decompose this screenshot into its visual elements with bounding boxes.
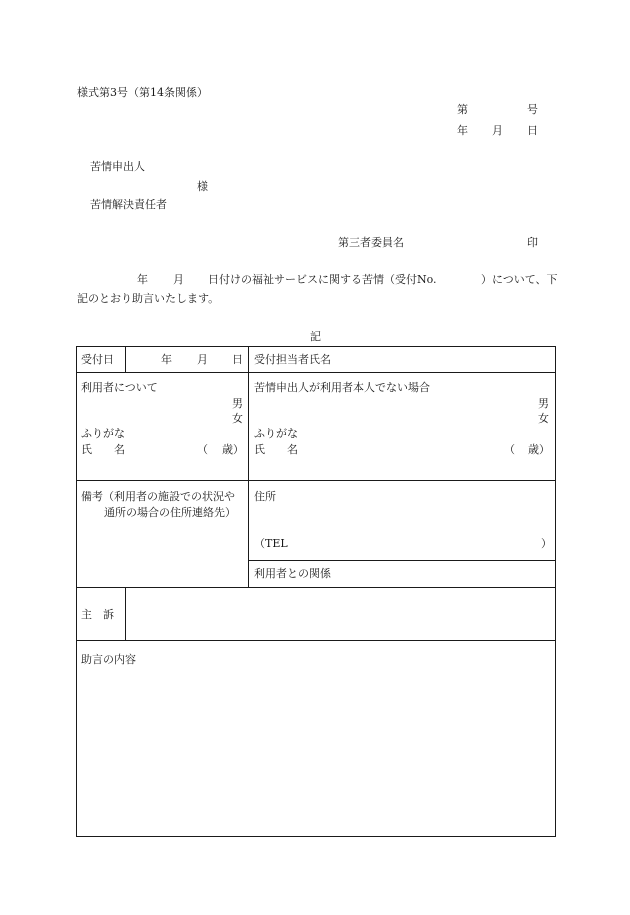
complainant-furigana: ふりがな xyxy=(254,427,298,440)
seal-mark: 印 xyxy=(527,236,538,249)
complainant-age-close: 歳） xyxy=(528,443,550,456)
body-line2: 記のとおり助言いたします。 xyxy=(77,292,220,305)
reception-day: 日 xyxy=(232,353,243,366)
user-age-open: （ xyxy=(197,443,208,456)
address-label: 住所 xyxy=(254,490,276,503)
date-day: 日 xyxy=(527,124,538,137)
remarks-line1: 備考（利用者の施設での状況や xyxy=(81,490,235,503)
body-month: 月 xyxy=(173,273,184,286)
relationship-label: 利用者との関係 xyxy=(254,567,331,580)
user-name-label: 氏 名 xyxy=(81,443,125,456)
remarks-line2: 通所の場合の住所連絡先） xyxy=(104,506,236,519)
complainant-name-label: 氏 名 xyxy=(254,443,298,456)
tel-open: （TEL xyxy=(254,537,288,550)
committee-label: 第三者委員名 xyxy=(338,236,404,249)
advice-label: 助言の内容 xyxy=(81,653,136,666)
user-female: 女 xyxy=(232,412,243,425)
complainant-label: 苦情申出人 xyxy=(90,160,145,173)
reception-month: 月 xyxy=(197,353,208,366)
table-outer-border xyxy=(77,347,556,837)
user-section-label: 利用者について xyxy=(81,381,158,394)
date-year: 年 xyxy=(457,124,468,137)
body-line1-end: ）について、下 xyxy=(481,273,558,286)
complainant-not-user-label: 苦情申出人が利用者本人でない場合 xyxy=(254,381,430,394)
complainant-male: 男 xyxy=(538,397,549,410)
doc-number-prefix: 第 xyxy=(457,103,468,116)
user-age-close: 歳） xyxy=(222,443,244,456)
user-male: 男 xyxy=(232,397,243,410)
reception-date-label: 受付日 xyxy=(81,353,114,366)
form-number: 様式第3号（第14条関係） xyxy=(77,86,208,99)
user-furigana: ふりがな xyxy=(81,427,125,440)
reception-year: 年 xyxy=(161,353,172,366)
resolver-label: 苦情解決責任者 xyxy=(90,198,167,211)
doc-number-suffix: 号 xyxy=(527,103,538,116)
honorific: 様 xyxy=(197,180,208,193)
body-year: 年 xyxy=(137,273,148,286)
body-line1-text: 日付けの福祉サービスに関する苦情（受付No. xyxy=(208,273,437,286)
ki-heading: 記 xyxy=(310,330,321,343)
complainant-female: 女 xyxy=(538,412,549,425)
complaint-label: 主 訴 xyxy=(81,608,114,621)
complainant-age-open: （ xyxy=(504,443,515,456)
date-month: 月 xyxy=(492,124,503,137)
tel-close: ） xyxy=(541,537,552,550)
receiver-name-label: 受付担当者氏名 xyxy=(254,353,331,366)
